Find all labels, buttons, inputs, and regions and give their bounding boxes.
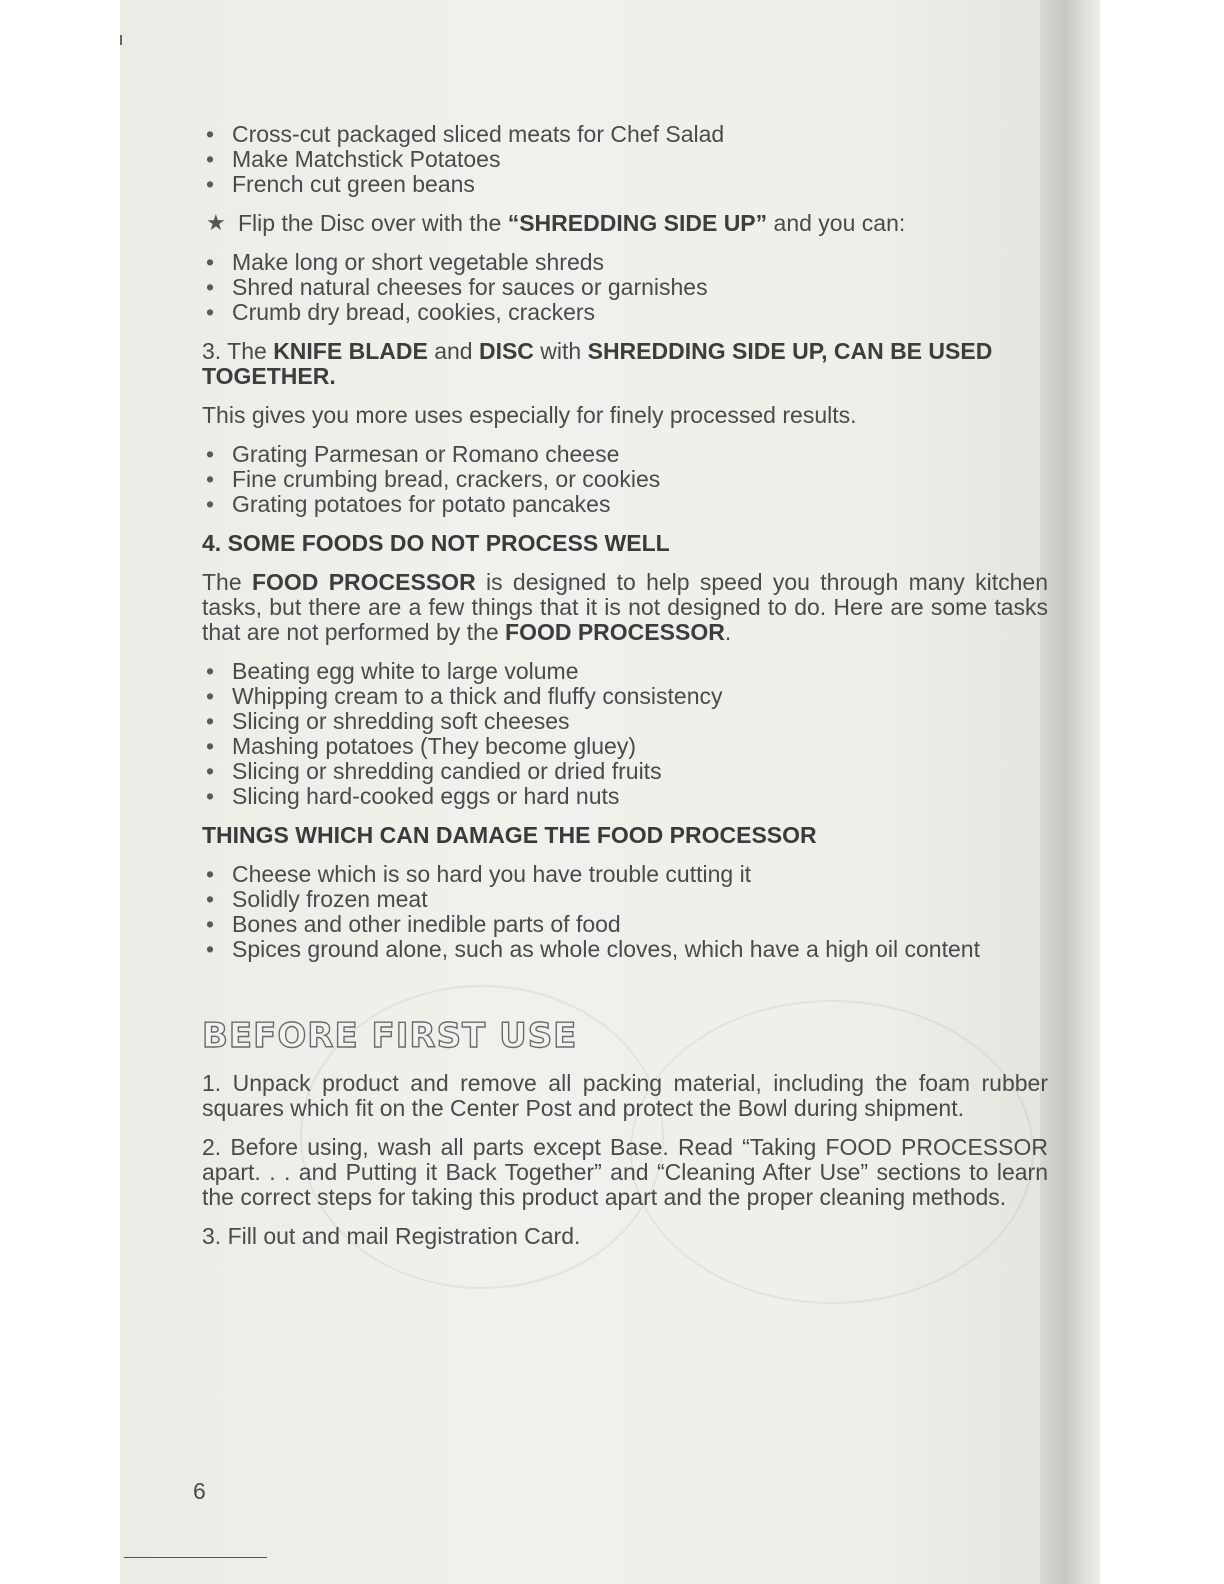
flip-note-bold: “SHREDDING SIDE UP” (507, 210, 768, 236)
list-item: • Slicing or shredding soft cheeses (202, 709, 1048, 734)
list-item: • Make Matchstick Potatoes (202, 147, 1048, 172)
slicing-uses-list (202, 122, 1048, 197)
corner-rule (124, 1557, 267, 1558)
page-number: 6 (193, 1478, 206, 1504)
page-content (202, 122, 1048, 1249)
page-edge-shadow (1040, 0, 1100, 1584)
flip-note-text: Flip the Disc over with the (238, 210, 508, 236)
setup-step: 2. Before using, wash all parts except Base. Read “Taking FOOD PROCESSOR apart. . . and Putting it Back Together” and “Cleaning After Use” sections to learn the correct steps for taking this product apart and the proper cleaning methods. (202, 1134, 1048, 1210)
list-item: • Solidly frozen meat (202, 887, 1048, 912)
list-item: • Slicing or shredding candied or dried fruits (202, 759, 1048, 784)
list-item: • Shred natural cheeses for sauces or garnishes (202, 275, 1048, 300)
combined-uses-list (202, 442, 1048, 517)
list-item: • Grating Parmesan or Romano cheese (202, 442, 1048, 467)
list-item: • Whipping cream to a thick and fluffy consistency (202, 684, 1048, 709)
list-item: • Crumb dry bread, cookies, crackers (202, 300, 1048, 325)
star-icon: ★ (206, 210, 226, 235)
damage-heading: THINGS WHICH CAN DAMAGE THE FOOD PROCESSOR (202, 822, 817, 848)
flip-disc-note (202, 211, 1048, 236)
list-item: • Grating potatoes for potato pancakes (202, 492, 1048, 517)
section-4-heading: 4. SOME FOODS DO NOT PROCESS WELL (202, 530, 670, 556)
list-item: • Fine crumbing bread, crackers, or cookies (202, 467, 1048, 492)
list-item: • Slicing hard-cooked eggs or hard nuts (202, 784, 1048, 809)
flip-note-end: and you can: (767, 210, 906, 236)
not-well-list (202, 659, 1048, 809)
section-3-intro: This gives you more uses especially for finely processed results. (202, 402, 857, 428)
setup-step: 1. Unpack product and remove all packing material, including the foam rubber squares which fit on the Center Post and protect the Bowl during shipment. (202, 1070, 1048, 1121)
section-3-heading: 3. The KNIFE BLADE and DISC with SHREDDING SIDE UP, CAN BE USED TOGETHER. (202, 338, 993, 389)
setup-step: 3. Fill out and mail Registration Card. (202, 1223, 581, 1249)
shredding-uses-list (202, 250, 1048, 325)
list-item: • Spices ground alone, such as whole cloves, which have a high oil content (202, 937, 1048, 962)
list-item: • Cross-cut packaged sliced meats for Chef Salad (202, 122, 1048, 147)
list-item: • Bones and other inedible parts of food (202, 912, 1048, 937)
list-item: • Beating egg white to large volume (202, 659, 1048, 684)
list-item: • Cheese which is so hard you have trouble cutting it (202, 862, 1048, 887)
damage-list (202, 862, 1048, 962)
before-first-use-title: BEFORE FIRST USE (202, 1016, 578, 1056)
margin-mark (120, 35, 122, 45)
list-item: • Make long or short vegetable shreds (202, 250, 1048, 275)
list-item: • French cut green beans (202, 172, 1048, 197)
section-4-paragraph: The FOOD PROCESSOR is designed to help speed you through many kitchen tasks, but there are a few things that it is not designed to do. Here are some tasks that are not performed by the FOOD PROCESSOR. (202, 569, 1048, 645)
list-item: • Mashing potatoes (They become gluey) (202, 734, 1048, 759)
